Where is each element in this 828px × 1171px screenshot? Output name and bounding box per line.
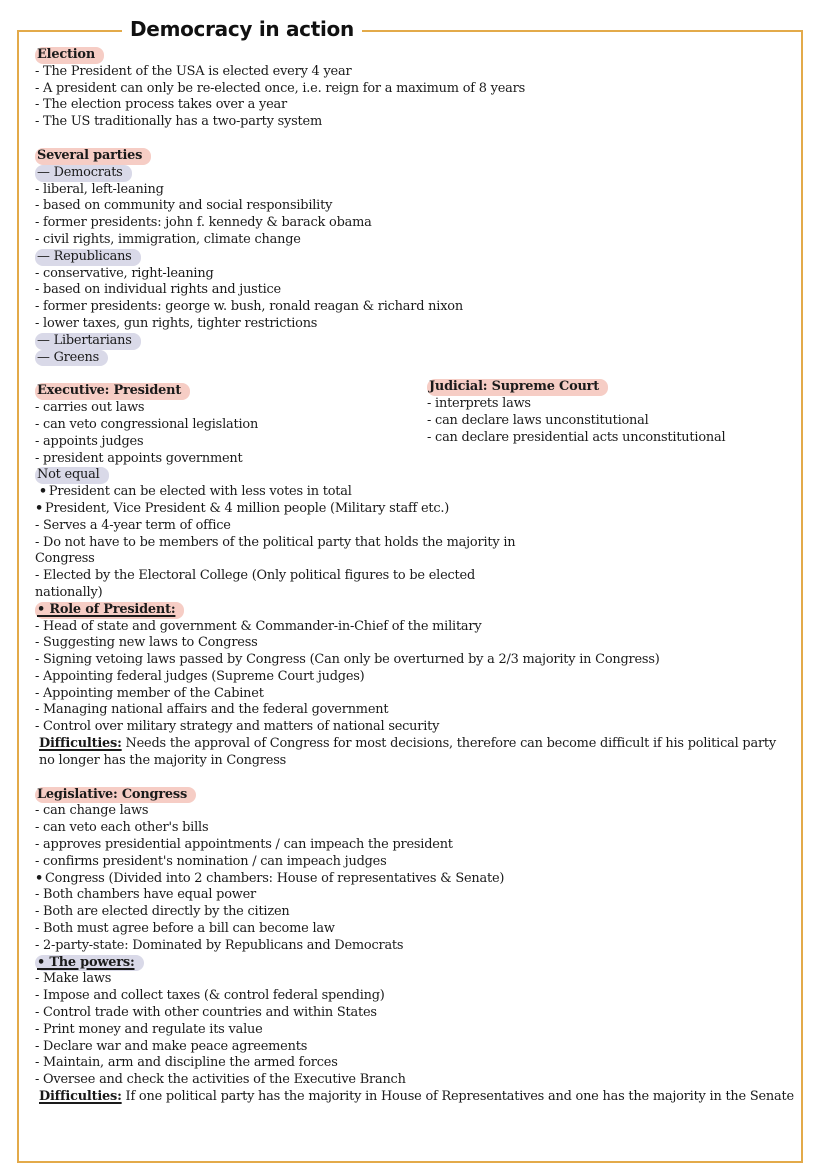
parties-heading: Several parties [35,148,151,165]
list-item: - approves presidential appointments / can impeach the president [35,837,453,853]
bullet-icon: • [35,870,44,886]
list-item: - 2-party-state: Dominated by Republicans and Democrats [35,937,404,953]
list-item: - conservative, right-leaning [35,265,214,281]
list-item: - interprets laws [427,396,531,412]
list-item: - Head of state and government & Commander-in-Chief of the military [35,618,482,634]
list-item: • President, Vice President & 4 million people (Military staff etc.) [35,500,450,516]
list-item: - Both are elected directly by the citizen [35,904,290,920]
list-item: - can veto congressional legislation [35,416,259,432]
page-title: Democracy in action [122,14,362,44]
libertarians-label: — Libertarians [35,333,141,350]
list-item: - civil rights, immigration, climate change [35,231,301,247]
list-item: - president appoints government [35,450,243,466]
executive-difficulties [35,736,795,770]
list-item: - Impose and collect taxes (& control federal spending) [35,988,385,1004]
list-item: - based on community and social responsibility [35,198,333,214]
list-item: - Suggesting new laws to Congress [35,635,258,651]
difficulties-text: If one political party has the majority in House of Representatives and one has the majority in the Senate [121,1089,794,1105]
list-item: - Make laws [35,971,112,987]
not-equal-label: Not equal [35,467,109,484]
list-item: - The US traditionally has a two-party system [35,114,322,130]
list-item: - can change laws [35,803,149,819]
judicial-column [427,379,795,467]
list-item: - liberal, left-leaning [35,181,164,197]
list-item: - based on individual rights and justice [35,282,281,298]
list-item: - Maintain, arm and discipline the armed forces [35,1055,338,1071]
democrats-label: — Democrats [35,165,132,182]
list-item: - can declare laws unconstitutional [427,412,649,428]
list-item: - Both must agree before a bill can become law [35,921,335,937]
list-item: - can veto each other's bills [35,820,209,836]
list-item: - Control over military strategy and matters of national security [35,719,440,735]
list-item: - former presidents: john f. kennedy & barack obama [35,215,372,231]
list-item: - Control trade with other countries and within States [35,1005,377,1021]
bullet-icon: • [35,500,44,516]
list-item: - appoints judges [35,433,144,449]
branches-columns [35,379,795,467]
executive-details [35,467,795,769]
list-item: • Congress (Divided into 2 chambers: House of representatives & Senate) [35,870,505,886]
list-item: - Both chambers have equal power [35,887,256,903]
difficulties-label: Difficulties: [39,1089,122,1105]
list-item: - Managing national affairs and the federal government [35,702,389,718]
powers-heading: • The powers: [35,955,144,972]
election-section [35,47,795,131]
list-item: • President can be elected with less votes in total [38,484,352,500]
list-item: Congress [35,551,95,567]
greens-label: — Greens [35,350,108,367]
bullet-icon: • [38,484,47,500]
list-item: - can declare presidential acts unconstitutional [427,429,726,445]
document-body [35,47,795,1106]
list-item: nationally) [35,584,103,600]
list-item: - Do not have to be members of the political party that holds the majority in [35,534,516,550]
list-item: - Elected by the Electoral College (Only political figures to be elected [35,568,476,584]
list-item: - Oversee and check the activities of the Executive Branch [35,1072,406,1088]
judicial-heading: Judicial: Supreme Court [427,379,608,396]
list-item: - Appointing member of the Cabinet [35,685,264,701]
list-item: - A president can only be re-elected once, i.e. reign for a maximum of 8 years [35,80,525,96]
list-item: - Print money and regulate its value [35,1021,263,1037]
legislative-section [35,787,795,1106]
list-item: - Declare war and make peace agreements [35,1038,308,1054]
list-item: - Signing vetoing laws passed by Congress (Can only be overturned by a 2/3 majority in Congress) [35,652,660,668]
list-item: - Serves a 4-year term of office [35,517,231,533]
executive-heading: Executive: President [35,383,190,400]
election-heading: Election [35,47,104,64]
legislative-difficulties [35,1089,795,1106]
list-item: - carries out laws [35,400,145,416]
legislative-heading: Legislative: Congress [35,787,196,804]
difficulties-label: Difficulties: [39,736,122,752]
list-item: - former presidents: george w. bush, ronald reagan & richard nixon [35,299,463,315]
difficulties-text: Needs the approval of Congress for most decisions, therefore can become difficult if his political party no longer has the majority in Congress [39,736,776,768]
list-item: - The election process takes over a year [35,97,287,113]
executive-column [35,383,427,467]
parties-section [35,148,795,366]
republicans-label: — Republicans [35,249,141,266]
list-item: - lower taxes, gun rights, tighter restrictions [35,315,318,331]
list-item: - The President of the USA is elected every 4 year [35,63,352,79]
list-item: - confirms president's nomination / can impeach judges [35,853,387,869]
list-item: - Appointing federal judges (Supreme Court judges) [35,668,365,684]
role-heading: • Role of President: [35,602,184,619]
